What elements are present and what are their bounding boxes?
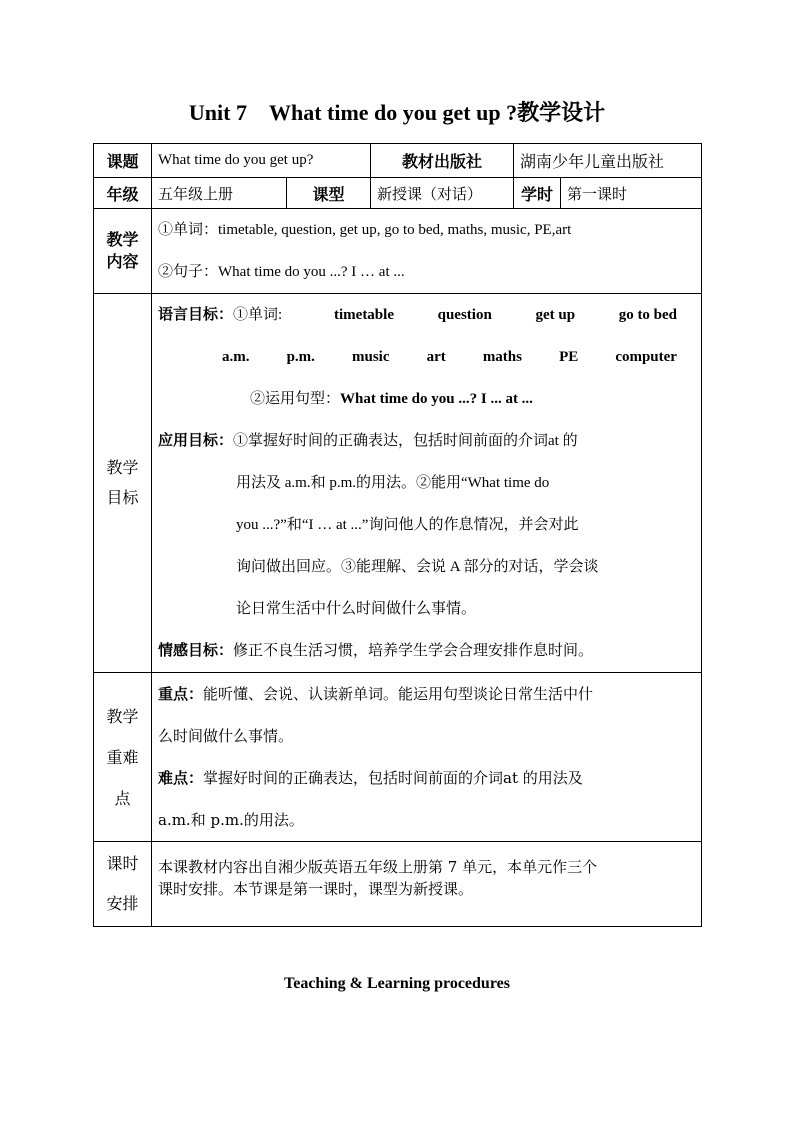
schedule-line1: 本课教材内容出自湘少版英语五年级上册第 7 单元，本单元作三个 xyxy=(158,858,598,876)
emo-goal-label: 情感目标： xyxy=(158,643,234,659)
label-schedule-1: 课时 xyxy=(106,854,139,873)
app-goal-line5: 论日常生活中什么时间做什么事情。 xyxy=(236,601,477,617)
row-content xyxy=(94,209,702,294)
row-grade xyxy=(94,178,702,209)
word-item: PE xyxy=(559,349,579,365)
words-row1 xyxy=(334,294,677,336)
key-line1 xyxy=(158,673,701,715)
key-line2: 么时间做什么事情。 xyxy=(158,727,294,745)
label-key xyxy=(94,673,152,842)
lang-goal-line1 xyxy=(158,294,695,336)
diff-text1: 掌握好时间的正确表达，包括时间前面的介词at 的用法及 xyxy=(203,769,583,787)
label-schedule-2: 安排 xyxy=(106,894,139,913)
word-item: p.m. xyxy=(286,349,315,365)
label-period: 学时 xyxy=(514,178,561,209)
app-goal-label: 应用目标： xyxy=(158,433,234,449)
label-topic: 课题 xyxy=(94,144,152,178)
key-cell xyxy=(152,673,702,842)
publisher-value: 湖南少年儿童出版社 xyxy=(514,144,702,178)
word-item: music xyxy=(352,349,390,365)
key-text1: 能听懂、会说、认读新单词。能运用句型谈论日常生活中什 xyxy=(203,685,594,703)
diff-line2: a.m.和 p.m.的用法。 xyxy=(158,811,304,829)
app-goal-line1 xyxy=(158,420,695,462)
period-value: 第一课时 xyxy=(561,178,702,209)
topic-value: What time do you get up? xyxy=(152,144,371,178)
title-text: What time do you get up ?教学设计 xyxy=(268,100,606,125)
title-unit: Unit 7 xyxy=(188,100,247,125)
word-item: get up xyxy=(535,307,576,323)
content-sentences: ②句子：What time do you ...? I … at ... xyxy=(158,264,405,280)
lesson-plan-table xyxy=(93,143,702,927)
app-goal-line2: 用法及 a.m.和 p.m.的用法。②能用“What time do xyxy=(236,475,550,491)
schedule-line2: 课时安排。本节课是第一课时，课型为新授课。 xyxy=(158,880,474,898)
label-goals xyxy=(94,294,152,673)
app-goal-line3: you ...?”和“I … at ...”询问他人的作息情况，并会对此 xyxy=(236,517,579,533)
emo-goal-line xyxy=(158,630,695,672)
label-key-3: 点 xyxy=(114,788,131,808)
page-title xyxy=(0,96,794,127)
label-content xyxy=(94,209,152,294)
label-grade: 年级 xyxy=(94,178,152,209)
row-schedule xyxy=(94,842,702,927)
type-value: 新授课（对话） xyxy=(371,178,514,209)
diff-label: 难点： xyxy=(158,769,204,787)
word-item: go to bed xyxy=(618,307,678,323)
row-key-points xyxy=(94,673,702,842)
label-schedule xyxy=(94,842,152,927)
word-item: timetable xyxy=(334,307,394,323)
word-item: a.m. xyxy=(222,349,250,365)
row-topic xyxy=(94,144,702,178)
sentence-pattern: What time do you ...? I ... at ... xyxy=(340,391,533,407)
word-item: maths xyxy=(482,349,522,365)
label-key-2: 重难 xyxy=(106,747,139,767)
procedures-heading: Teaching & Learning procedures xyxy=(284,975,510,992)
sentence-prefix: ②运用句型： xyxy=(250,391,341,407)
emo-goal-text: 修正不良生活习惯，培养学生学会合理安排作息时间。 xyxy=(233,643,594,659)
content-cell xyxy=(152,209,702,294)
goals-cell xyxy=(152,294,702,673)
app-goal-text1: ①掌握好时间的正确表达，包括时间前面的介词at 的 xyxy=(233,433,578,449)
label-goals-2: 目标 xyxy=(106,488,139,507)
diff-line1 xyxy=(158,757,701,799)
label-content-2: 内容 xyxy=(106,252,139,271)
label-content-1: 教学 xyxy=(106,230,139,249)
schedule-cell xyxy=(152,842,702,927)
label-type: 课型 xyxy=(287,178,371,209)
label-key-1: 教学 xyxy=(106,706,139,726)
row-goals xyxy=(94,294,702,673)
lang-goal-label: 语言目标： xyxy=(158,307,234,323)
lang-words-prefix: ①单词: xyxy=(233,307,283,323)
app-goal-line4: 询问做出回应。③能理解、会说 A 部分的对话，学会谈 xyxy=(236,559,599,575)
label-goals-1: 教学 xyxy=(106,458,139,477)
content-words: ①单词：timetable, question, get up, go to bed, maths, music, PE,art xyxy=(158,222,572,238)
word-item: art xyxy=(426,349,446,365)
word-item: computer xyxy=(615,349,677,365)
words-row2 xyxy=(158,336,695,378)
grade-value: 五年级上册 xyxy=(152,178,287,209)
word-item: question xyxy=(437,307,492,323)
label-publisher: 教材出版社 xyxy=(371,144,514,178)
key-label: 重点： xyxy=(158,685,204,703)
sentence-goal xyxy=(158,378,695,420)
